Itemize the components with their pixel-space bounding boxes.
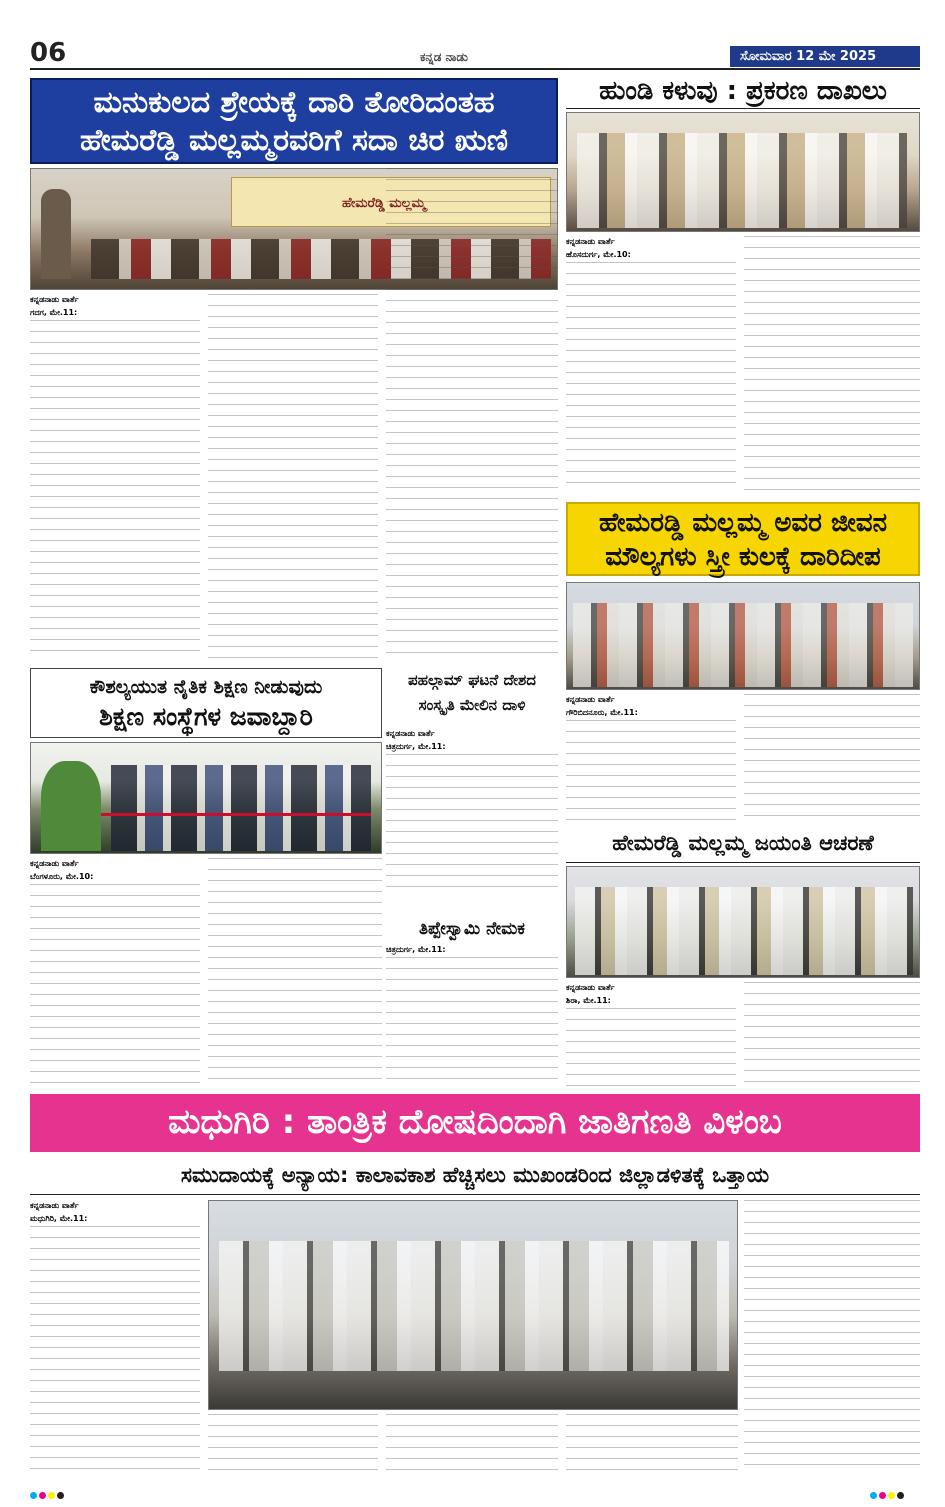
values-group: [573, 603, 913, 687]
hemareddy-col3-text: [386, 168, 558, 660]
tippeswamy-headline: ತಿಪ್ಪೇಸ್ವಾಮಿ ನೇಮಕ: [419, 919, 525, 939]
tippeswamy-col-text: [386, 957, 558, 1085]
madhugiri-col5: [744, 1200, 920, 1470]
jayanti-col1-text: [566, 1008, 736, 1086]
jayanti-col2-text: [744, 982, 920, 1086]
hemareddy-col1: [30, 294, 200, 660]
hemareddy-headline-line1: ಮನುಕುಲದ ಶ್ರೇಯಕ್ಕೆ ದಾರಿ ತೋರಿದಂತಹ: [93, 85, 495, 120]
values-headline: [566, 502, 920, 576]
hundi-byline: ಕನ್ನಡನಾಡು ವಾರ್ತೆ: [566, 237, 615, 246]
education-col1: [30, 858, 200, 1086]
madhugiri-photo: [208, 1200, 738, 1410]
values-col1: [566, 694, 736, 820]
hemareddy-col2: [208, 294, 378, 660]
masthead: ಕನ್ನಡ ನಾಡು: [420, 50, 468, 64]
madhugiri-col1-text: [30, 1226, 200, 1470]
education-headline-line2: ಶಿಕ್ಷಣ ಸಂಸ್ಥೆಗಳ ಜವಾಬ್ದಾರಿ: [99, 702, 313, 731]
education-byline: ಕನ್ನಡನಾಡು ವಾರ್ತೆ: [30, 859, 79, 868]
jayanti-group: [575, 887, 913, 975]
pahalgam-dateline: ಚಿತ್ರದುರ್ಗ, ಮೇ.11:: [386, 742, 446, 751]
pahalgam-headline: [386, 668, 558, 724]
education-col1-text: [30, 884, 200, 1086]
pahalgam-headline-line1: ಪಹಲ್ಗಾಮ್ ಘಟನೆ ದೇಶದ: [408, 671, 536, 689]
stage-banner-text: ಹೇಮರೆಡ್ಡಿ ಮಲ್ಲಮ್ಮ: [342, 196, 426, 211]
madhugiri-col2: [208, 1414, 378, 1470]
jayanti-col2: [744, 982, 920, 1086]
pahalgam-headline-line2: ಸಂಸ್ಕೃತಿ ಮೇಲಿನ ದಾಳಿ: [418, 696, 526, 714]
hemareddy-headline: [30, 78, 558, 164]
values-dateline: ಗೌರಿಬಿದನೂರು, ಮೇ.11:: [566, 708, 638, 717]
hundi-headline: ಹುಂಡಿ ಕಳುವು : ಪ್ರಕರಣ ದಾಖಲು: [599, 76, 887, 106]
hundi-photo: [566, 112, 920, 232]
registration-marks-left: [30, 1484, 66, 1503]
hundi-col1: [566, 236, 736, 492]
hundi-dateline: ಹೊಸದುರ್ಗ, ಮೇ.10:: [566, 250, 631, 259]
hundi-group: [577, 133, 907, 228]
hundi-rule: [566, 108, 920, 109]
pahalgam-col-text: [386, 754, 558, 888]
hundi-col2: [744, 236, 920, 492]
pahalgam-byline: ಕನ್ನಡನಾಡು ವಾರ್ತೆ: [386, 729, 435, 738]
values-headline-line2: ಮೌಲ್ಯಗಳು ಸ್ತ್ರೀ ಕುಲಕ್ಕೆ ದಾರಿದೀಪ: [605, 542, 881, 572]
education-headline-line1: ಕೌಶಲ್ಯಯುತ ನೈತಿಕ ಶಿಕ್ಷಣ ನೀಡುವುದು: [89, 676, 323, 698]
madhugiri-col1: [30, 1200, 200, 1470]
madhugiri-col3-text: [386, 1414, 558, 1470]
hemareddy-col1-text: [30, 320, 200, 660]
madhugiri-byline: ಕನ್ನಡನಾಡು ವಾರ್ತೆ: [30, 1201, 79, 1210]
speaker-figure: [41, 189, 71, 279]
jayanti-photo: [566, 866, 920, 978]
tippeswamy-col: [386, 944, 558, 1086]
madhugiri-subheadline: ಸಮುದಾಯಕ್ಕೆ ಅನ್ಯಾಯ: ಕಾಲಾವಕಾಶ ಹೆಚ್ಚಿಸಲು ಮುಖಂಡರಿಂದ ಜಿಲ್ಲಾಡಳಿತಕ್ಕೆ ಒತ್ತಾಯ: [180, 1163, 770, 1187]
plant-decoration: [41, 761, 101, 851]
values-col2-text: [744, 694, 920, 820]
hemareddy-dateline: ಗದಗ, ಮೇ.11:: [30, 308, 78, 317]
madhugiri-col4-text: [566, 1414, 738, 1470]
ribbon: [101, 813, 371, 816]
education-col2-text: [208, 858, 382, 1086]
education-group: [111, 765, 371, 851]
hemareddy-byline: ಕನ್ನಡನಾಡು ವಾರ್ತೆ: [30, 295, 79, 304]
madhugiri-col5-text: [744, 1200, 920, 1470]
madhugiri-col3: [386, 1414, 558, 1470]
madhugiri-rule: [30, 1194, 920, 1195]
education-photo: [30, 742, 382, 854]
jayanti-headline: ಹೇಮರೆಡ್ಡಿ ಮಲ್ಲಮ್ಮ ಜಯಂತಿ ಆಚರಣೆ: [612, 831, 874, 855]
values-byline: ಕನ್ನಡನಾಡು ವಾರ್ತೆ: [566, 695, 615, 704]
education-headline-box: [30, 668, 382, 738]
hemareddy-col2-text: [208, 294, 378, 660]
registration-marks-right: [870, 1484, 906, 1503]
jayanti-byline: ಕನ್ನಡನಾಡು ವಾರ್ತೆ: [566, 983, 615, 992]
hemareddy-col3: [386, 168, 558, 660]
jayanti-col1: [566, 982, 736, 1086]
education-col2: [208, 858, 382, 1086]
values-col1-text: [566, 720, 736, 820]
values-headline-line1: ಹೇಮರಡ್ಡಿ ಮಲ್ಲಮ್ಮ ಅವರ ಜೀವನ: [598, 508, 888, 538]
jayanti-dateline: ಶಿರಾ, ಮೇ.11:: [566, 996, 611, 1005]
hundi-col1-text: [566, 262, 736, 492]
madhugiri-col4: [566, 1414, 738, 1470]
hundi-col2-text: [744, 236, 920, 492]
pahalgam-col: [386, 728, 558, 888]
hemareddy-headline-line2: ಹೇಮರೆಡ್ಡಿ ಮಲ್ಲಮ್ಮರವರಿಗೆ ಸದಾ ಚಿರ ಋಣಿ: [80, 123, 508, 158]
madhugiri-group: [219, 1241, 729, 1371]
header-rule: [30, 68, 920, 70]
education-dateline: ಬೆಂಗಳೂರು, ಮೇ.10:: [30, 872, 94, 881]
madhugiri-headline: ಮಧುಗಿರಿ : ತಾಂತ್ರಿಕ ದೋಷದಿಂದಾಗಿ ಜಾತಿಗಣತಿ ವಿಳಂಬ: [30, 1094, 920, 1152]
page-date: ಸೋಮವಾರ 12 ಮೇ 2025: [730, 46, 920, 67]
values-photo: [566, 582, 920, 690]
tippeswamy-dateline: ಚಿತ್ರದುರ್ಗ, ಮೇ.11:: [386, 945, 446, 954]
madhugiri-col2-text: [208, 1414, 378, 1470]
madhugiri-dateline: ಮಧುಗಿರಿ, ಮೇ.11:: [30, 1214, 88, 1223]
jayanti-rule: [566, 862, 920, 863]
values-col2: [744, 694, 920, 820]
page-number: 06: [30, 38, 67, 68]
